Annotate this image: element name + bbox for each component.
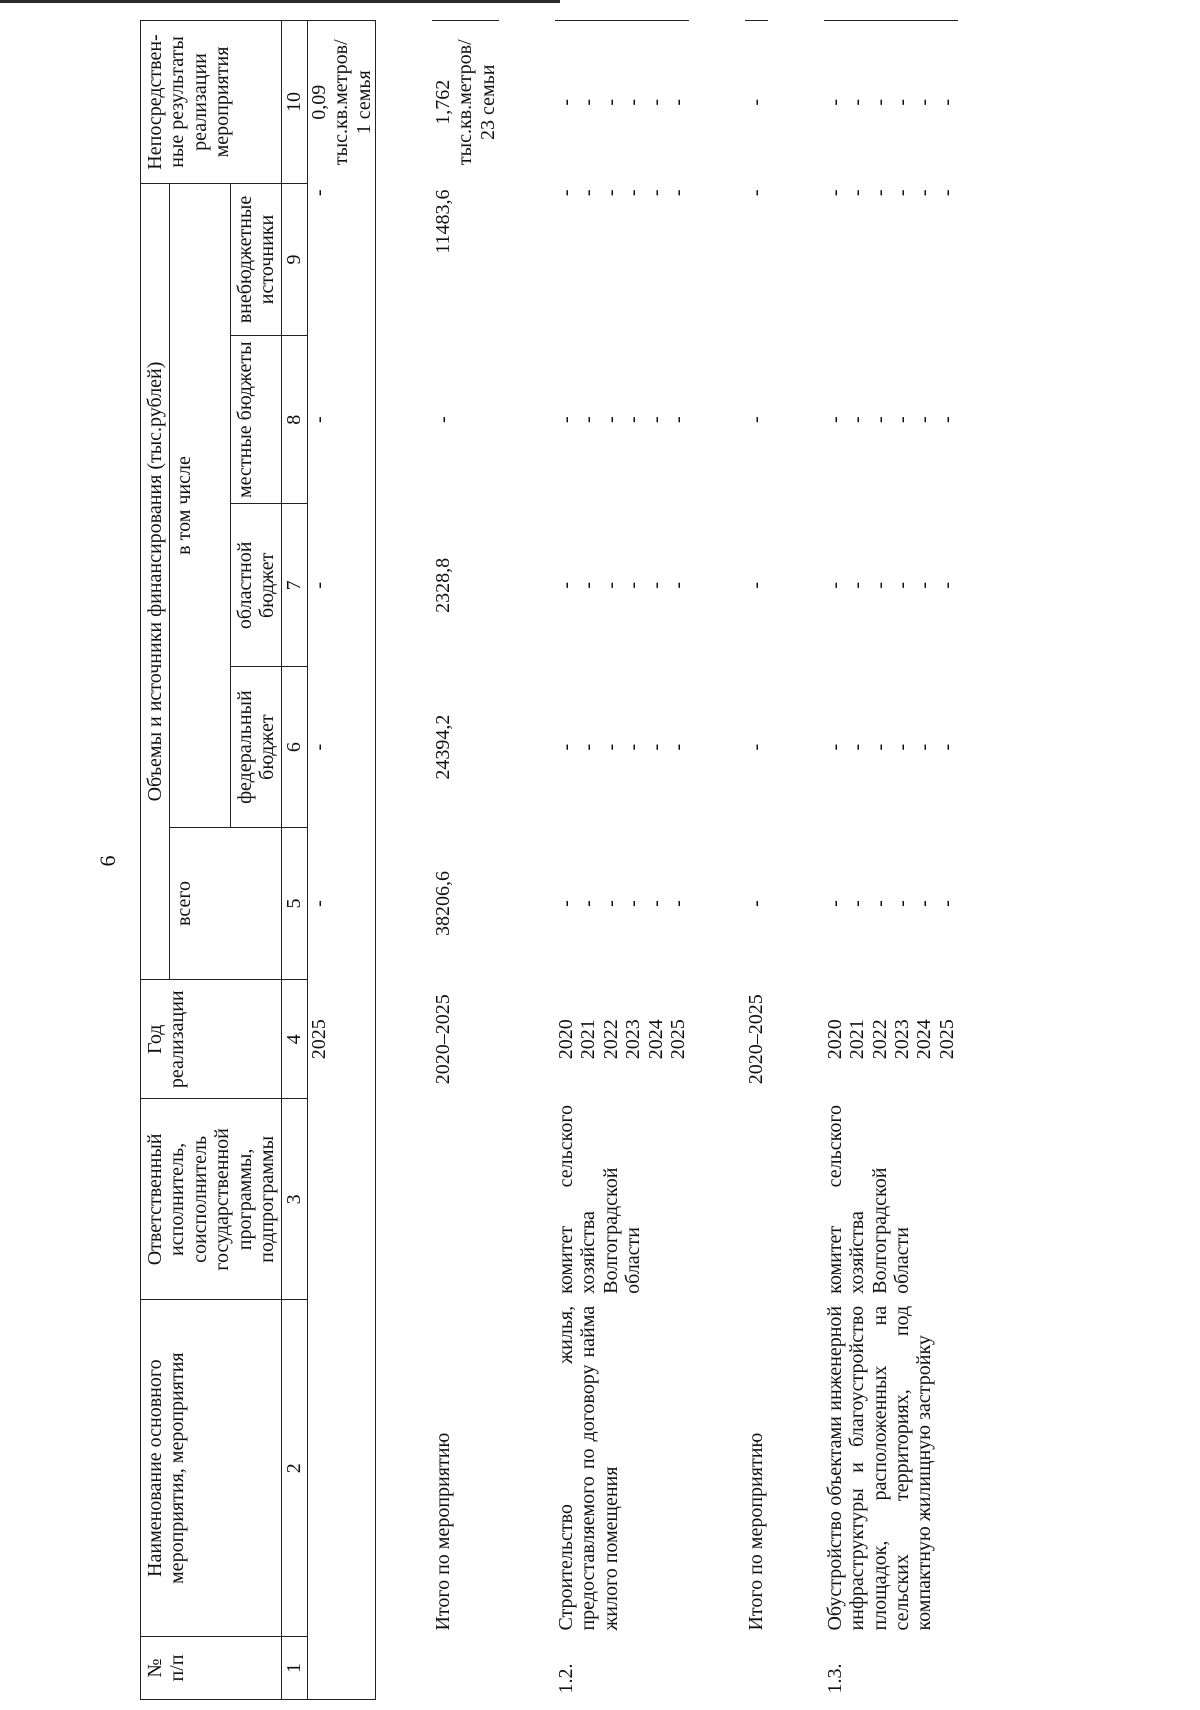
item-name: Строительство жилья, предоставляемого по договору найма жилого помещения [555,1305,622,1631]
col-number-6: 6 [282,667,307,828]
dash-value: - [935,900,958,907]
header-name: Наименование основного мероприятия, мероприятия [141,1300,282,1637]
dash-value: - [577,189,600,197]
dash-value: - [555,189,578,197]
dash-value: - [868,900,891,907]
year-value: 2022 [599,1019,622,1060]
dash-value: - [599,743,622,751]
dash-column [824,667,958,828]
dash-value: - [823,900,846,907]
dash-value: - [823,189,846,197]
scan-top-border [0,0,560,3]
header-extrabudgetary: внебюджетные источники [230,183,282,335]
year-value: 2025 [935,1019,958,1060]
dash-value: - [913,416,936,424]
dash-value: - [577,743,600,751]
dash-column [555,183,689,335]
federal-cell: 24394,2 [431,714,454,780]
year-value: 2021 [846,1019,869,1060]
dash-value: - [622,98,645,106]
dash-value: - [868,743,891,751]
dash-value: - [823,98,846,106]
year-value: 2025 [667,1019,690,1060]
dash-value: - [622,189,645,197]
dash-value: - [846,743,869,751]
col-number-8: 8 [282,336,307,504]
dash-column [824,827,958,979]
col-number-7: 7 [282,504,307,667]
year-value: 2020 [823,1019,846,1060]
dash-column [824,21,958,184]
col-number-9: 9 [282,183,307,335]
dash-value: - [644,581,667,589]
dash-value: - [913,900,936,907]
header-regional: областной бюджет [230,504,282,667]
dash-value: - [622,743,645,751]
dash-value: - [577,98,600,106]
table-row [745,21,767,1700]
dash-value: - [577,416,600,424]
table-row [824,21,958,1700]
federal-cell: - [307,667,375,828]
dash-value: - [868,98,891,106]
header-financing: Объемы и источники финансирования (тыс.рублей) [141,183,170,979]
dash-column [555,336,689,504]
dash-value: - [846,98,869,106]
dash-value: - [599,900,622,907]
item-name: Итого по мероприятию [745,1432,768,1631]
dash-value: - [622,416,645,424]
dash-column [555,827,689,979]
dash-value: - [935,581,958,589]
dash-column [555,667,689,828]
year-value: 2024 [644,1019,667,1060]
dash-value: - [846,900,869,907]
dash-value: - [577,900,600,907]
header-results: Непосредствен-ные результаты реализации мероприятия [141,21,282,184]
year-value: 2020 [555,1019,578,1060]
dash-value: - [555,581,578,589]
dash-value: - [622,581,645,589]
extrabudgetary-cell: 11483,6 [431,189,454,254]
dash-value: - [667,189,690,197]
year-value: 2023 [890,1019,913,1060]
year-list [824,980,958,1099]
extrabudgetary-cell: - [307,183,375,335]
total-cell: - [745,900,768,907]
dash-value: - [667,416,690,424]
year-cell: 2025 [307,980,375,1099]
dash-column [555,504,689,667]
dash-value: - [890,743,913,751]
item-number: 1.3. [823,1663,846,1694]
result-cell: 1,762 тыс.кв.метров/ 23 семьи [432,21,499,184]
dash-value: - [913,189,936,197]
dash-value: - [913,581,936,589]
item-name: Итого по мероприятию [431,1432,454,1631]
header-federal: федеральный бюджет [230,667,282,828]
dash-column [555,21,689,184]
table-row [307,21,375,1700]
dash-value: - [555,416,578,424]
dash-value: - [935,416,958,424]
col-number-10: 10 [282,21,307,184]
dash-value: - [890,98,913,106]
year-value: 2024 [913,1019,936,1060]
year-value: 2023 [622,1019,645,1060]
year-list [555,980,689,1099]
dash-value: - [555,98,578,106]
dash-value: - [846,189,869,197]
dash-value: - [644,98,667,106]
col-number-4: 4 [282,980,307,1099]
dash-value: - [823,416,846,424]
dash-value: - [890,416,913,424]
header-number: № п/п [141,1637,282,1700]
dash-value: - [890,581,913,589]
header-executor: Ответственный исполнитель, соисполнитель государственной программы, подпрограммы [141,1099,282,1300]
dash-value: - [644,189,667,197]
dash-value: - [890,900,913,907]
local-cell: - [745,416,768,424]
regional-cell: - [745,581,768,589]
year-cell: 2020–2025 [745,994,768,1085]
header-year: Год реализации [141,980,282,1099]
dash-value: - [622,900,645,907]
page-number: 6 [95,855,120,867]
dash-value: - [644,900,667,907]
dash-value: - [667,743,690,751]
local-cell: - [431,416,454,424]
col-number-5: 5 [282,827,307,979]
dash-value: - [644,416,667,424]
dash-value: - [644,743,667,751]
result-cell: 0,09 тыс.кв.метров/ 1 семья [307,21,375,184]
header-local: местные бюджеты [230,336,282,504]
dash-value: - [555,743,578,751]
dash-value: - [935,98,958,106]
item-number: 1.2. [555,1663,578,1694]
dash-value: - [667,581,690,589]
table-row [432,21,499,1700]
executor-cell: комитет сельского хозяйства Волгоградской области [555,1104,645,1294]
executor-cell: комитет сельского хозяйства Волгоградской области [823,1104,913,1294]
column-number-row [282,21,307,1700]
total-cell: - [307,827,375,979]
regional-cell: - [307,504,375,667]
col-number-2: 2 [282,1300,307,1637]
dash-column [824,183,958,335]
rotated-table-page [140,20,1200,1700]
result-cell: - [745,21,767,184]
dash-value: - [935,743,958,751]
dash-column [824,504,958,667]
dash-value: - [577,581,600,589]
federal-cell: - [745,743,768,751]
dash-value: - [868,581,891,589]
regional-cell: 2328,8 [431,557,454,613]
financing-table [140,20,958,1700]
dash-value: - [555,900,578,907]
header-total: всего [170,827,282,979]
dash-value: - [868,416,891,424]
dash-value: - [599,416,622,424]
dash-value: - [667,900,690,907]
dash-value: - [913,98,936,106]
dash-value: - [599,581,622,589]
year-value: 2022 [868,1019,891,1060]
extrabudgetary-cell: - [745,189,768,197]
dash-value: - [823,581,846,589]
dash-value: - [667,98,690,106]
dash-column [824,336,958,504]
dash-value: - [913,743,936,751]
local-cell: - [307,336,375,504]
year-cell: 2020–2025 [431,994,454,1085]
col-number-1: 1 [282,1637,307,1700]
header-including: в том числе [170,183,230,827]
dash-value: - [846,581,869,589]
dash-value: - [846,416,869,424]
dash-value: - [599,189,622,197]
col-number-3: 3 [282,1099,307,1300]
year-value: 2021 [577,1019,600,1060]
dash-value: - [890,189,913,197]
table-row [555,21,689,1700]
total-cell: 38206,6 [431,870,454,936]
dash-value: - [935,189,958,197]
dash-value: - [599,98,622,106]
dash-value: - [823,743,846,751]
dash-value: - [868,189,891,197]
item-name: Обустройство объектами инженерной инфраструктуры и благоустройство площадок, расположенных на сельских территориях, под компактную жилищную застройку [823,1305,936,1631]
